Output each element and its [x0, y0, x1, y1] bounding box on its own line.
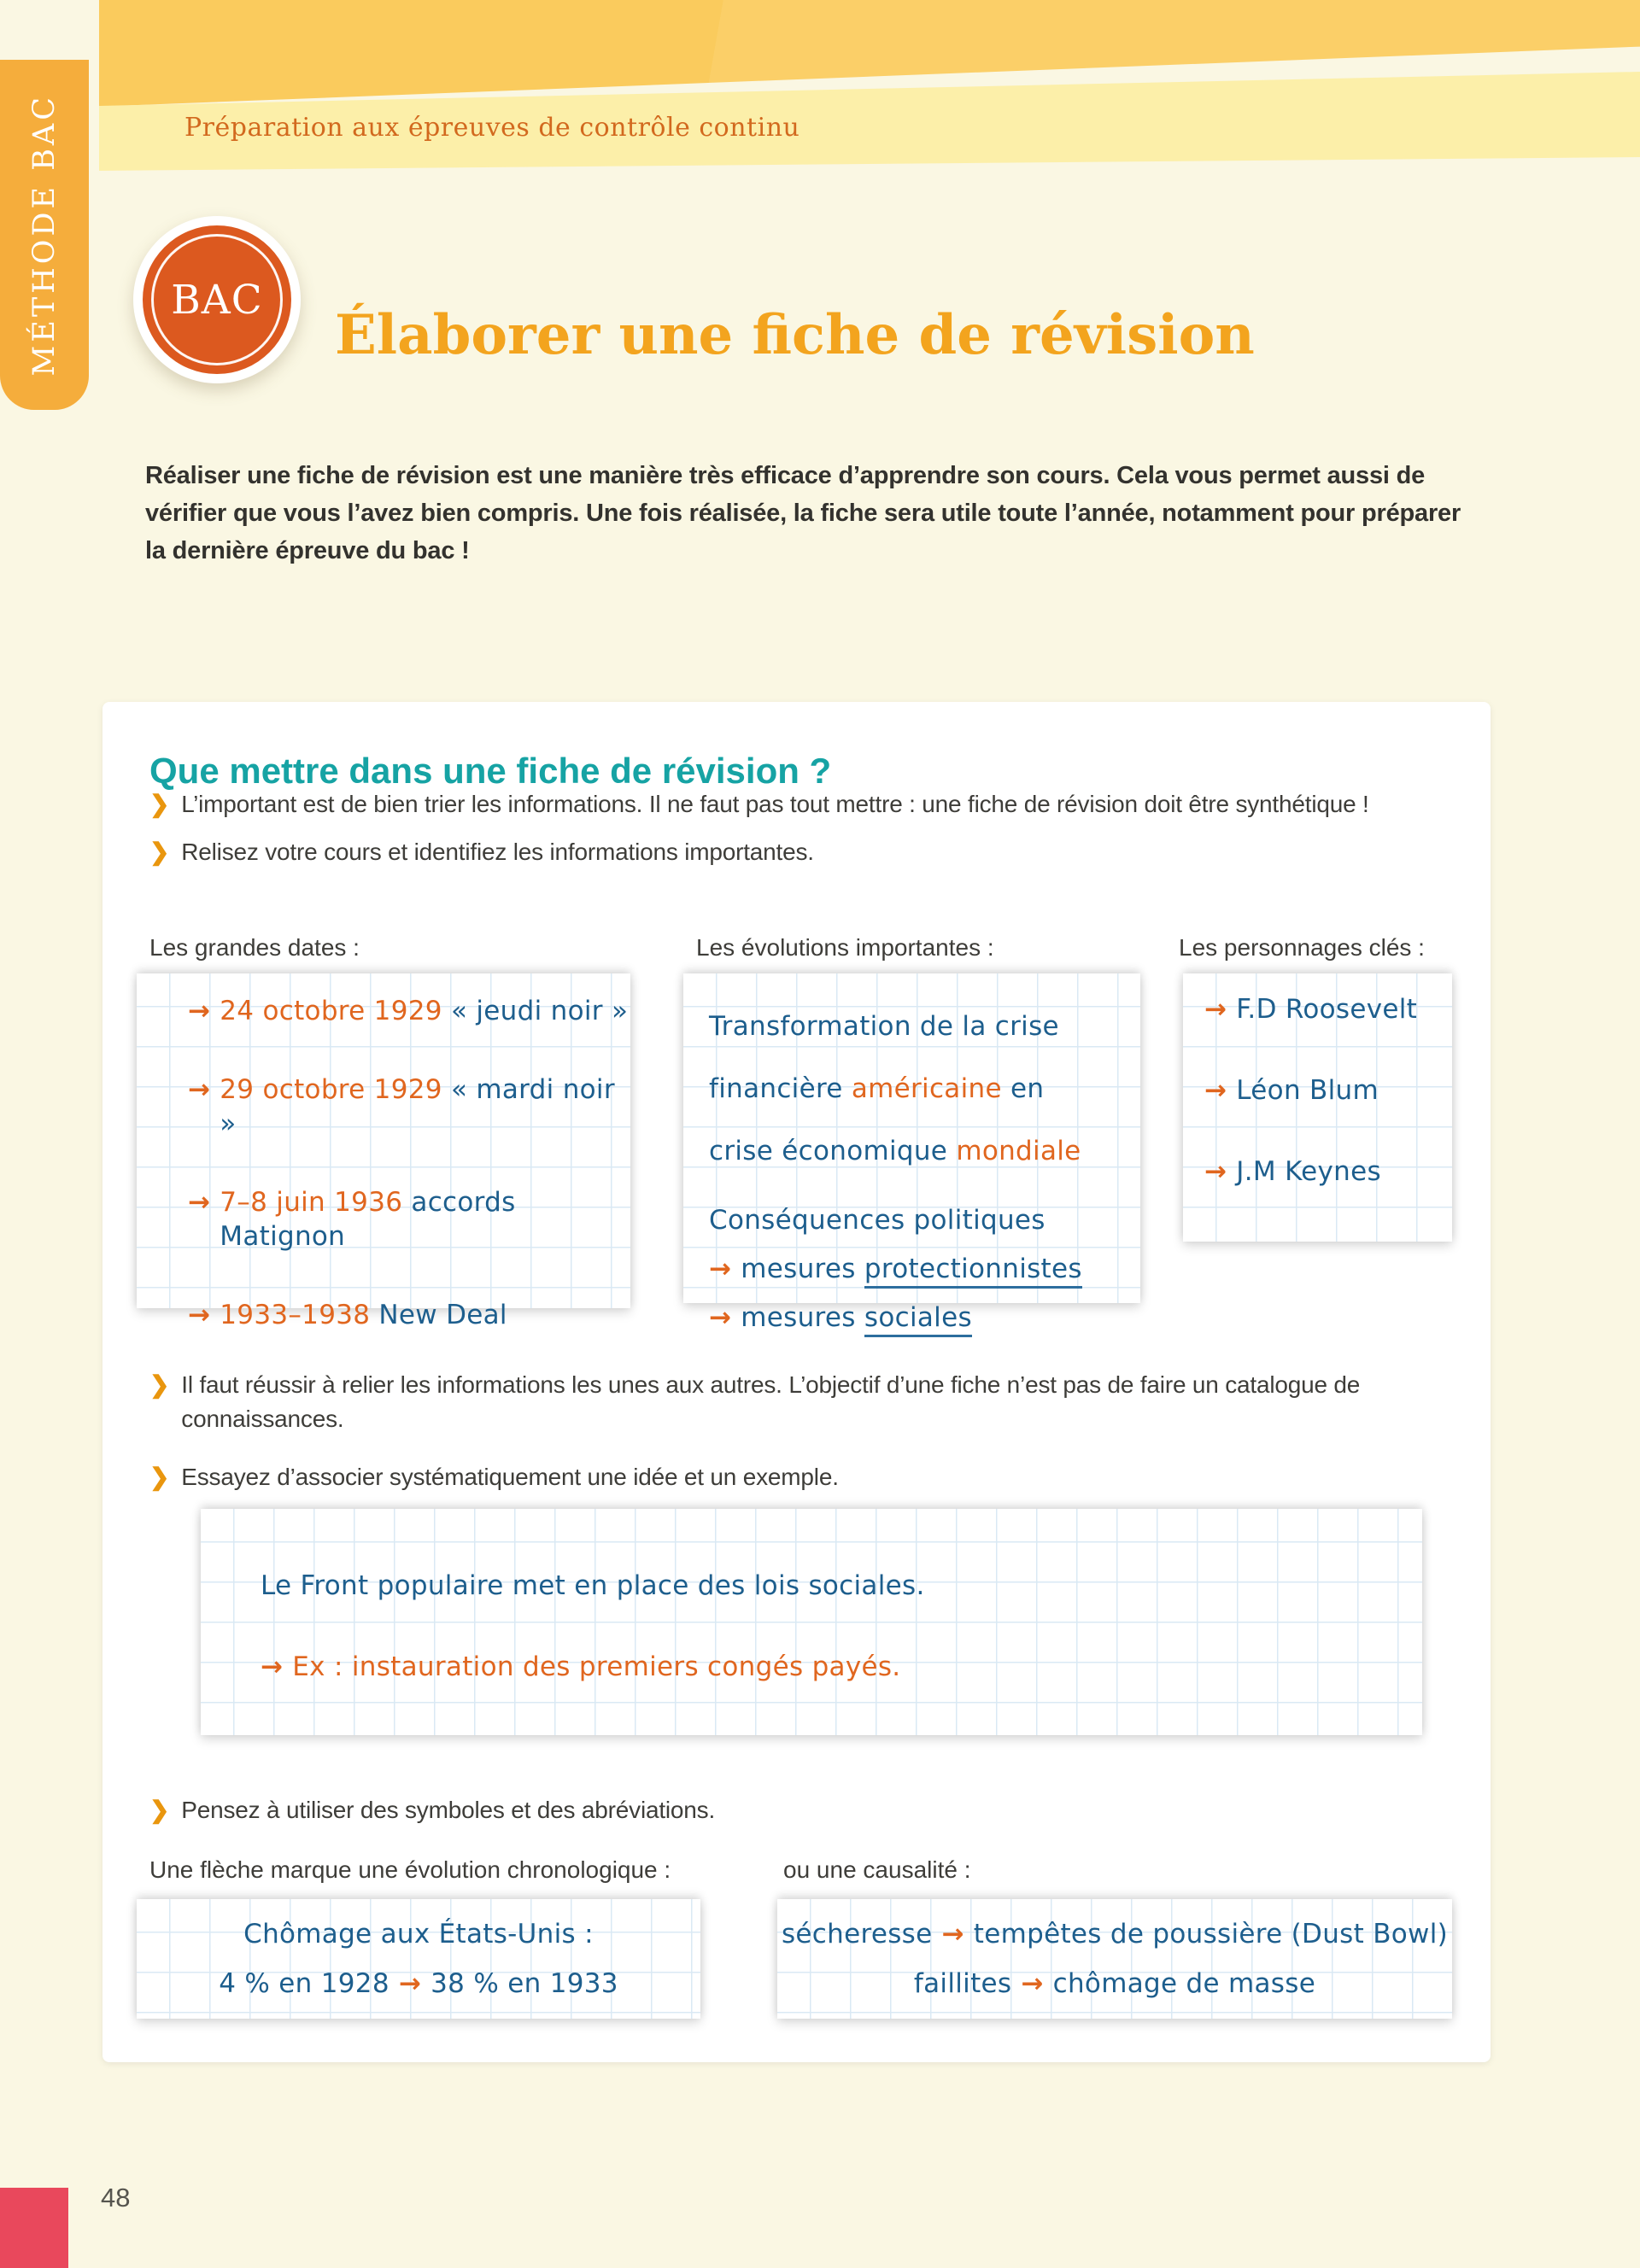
note-text: tempêtes de poussière (Dust Bowl) — [973, 1919, 1449, 1949]
note-card-causality — [777, 1899, 1452, 2019]
note-card-evolutions — [683, 973, 1140, 1333]
header-eyebrow: Préparation aux épreuves de contrôle continu — [184, 113, 800, 143]
arrow-right-icon: → — [1021, 1968, 1044, 1999]
bullet-link-info — [149, 1368, 1379, 1436]
bac-badge — [133, 216, 301, 383]
bullet-text: Il faut réussir à relier les informations les unes aux autres. L’objectif d’une fiche n’est pas de faire un catalogue de connaissances. — [181, 1371, 1361, 1432]
note-card-dates — [137, 973, 630, 1330]
arrow-right-icon: → — [188, 1187, 211, 1218]
sidebar-label: MÉTHODE BAC — [27, 93, 62, 377]
chevron-bullet-icon: ❯ — [149, 839, 170, 865]
content-card — [102, 702, 1491, 2062]
page-number: 48 — [101, 2183, 131, 2212]
note-text: financière — [709, 1073, 852, 1104]
note-event: « mardi noir » — [220, 1074, 615, 1139]
arrow-right-icon: → — [1204, 1156, 1227, 1187]
note-text: Ex : instauration des premiers congés payés. — [292, 1651, 901, 1682]
arrow-right-icon: → — [398, 1968, 422, 1999]
note-item — [261, 1650, 900, 1684]
footer-color-block — [0, 2188, 68, 2268]
note-item — [261, 1569, 925, 1603]
note-text: chômage de masse — [1052, 1968, 1316, 1999]
arrow-right-icon: → — [261, 1651, 284, 1682]
note-underlined: protectionnistes — [864, 1254, 1082, 1289]
note-text: mesures — [741, 1302, 864, 1333]
note-person: F.D Roosevelt — [1236, 994, 1418, 1025]
note-card-chronology — [137, 1899, 700, 2019]
chevron-bullet-icon: ❯ — [149, 791, 170, 817]
note-item — [188, 1073, 630, 1141]
section-heading: Que mettre dans une fiche de révision ? — [149, 750, 832, 791]
arrow-right-icon: → — [1204, 994, 1227, 1025]
note-text: Transformation de la crise — [709, 1011, 1059, 1042]
chevron-bullet-icon: ❯ — [149, 1797, 170, 1823]
note-item — [1204, 1154, 1452, 1189]
note-date: 29 octobre 1929 — [220, 1074, 451, 1105]
label-evolutions: Les évolutions importantes : — [696, 934, 994, 961]
bac-badge-circle — [143, 225, 291, 374]
bac-badge-label: BAC — [171, 276, 263, 324]
note-date: 24 octobre 1929 — [220, 996, 451, 1026]
arrow-right-icon: → — [941, 1919, 964, 1949]
note-item — [188, 1298, 630, 1332]
note-text: Le Front populaire met en place des lois sociales. — [261, 1570, 925, 1601]
bullet-text: Pensez à utiliser des symboles et des abréviations. — [181, 1797, 716, 1823]
note-event: New Deal — [378, 1300, 507, 1330]
arrow-right-icon: → — [188, 996, 211, 1026]
note-event: « jeudi noir » — [450, 996, 629, 1026]
note-person: Léon Blum — [1236, 1075, 1379, 1106]
page-title: Élaborer une fiche de révision — [335, 302, 1255, 367]
note-text: Chômage aux États-Unis : — [243, 1919, 594, 1949]
note-item — [188, 994, 630, 1028]
arrow-right-icon: → — [709, 1254, 732, 1284]
intro-paragraph: Réaliser une fiche de révision est une manière très efficace d’apprendre son cours. Cela vous permet aussi de vérifier que vous l’avez bien compris. Une fois réalisée, la fiche sera utile toute l’année, notamment pour préparer la dernière épreuve du bac ! — [145, 462, 1461, 564]
note-text: 38 % en 1933 — [430, 1968, 618, 1999]
label-causality: ou une causalité : — [783, 1856, 971, 1883]
label-people: Les personnages clés : — [1179, 934, 1425, 961]
bullet-text: Relisez votre cours et identifiez les informations importantes. — [181, 839, 814, 865]
note-highlight: mondiale — [956, 1136, 1081, 1166]
bullet-text: L’important est de bien trier les informations. Il ne faut pas tout mettre : une fiche de révision doit être synthétique ! — [181, 791, 1369, 817]
note-card-people — [1183, 973, 1452, 1242]
chevron-bullet-icon: ❯ — [149, 1371, 170, 1398]
note-text: sécheresse — [781, 1919, 933, 1949]
bullet-idea-example — [149, 1460, 1379, 1494]
bullet-text: Essayez d’associer systématiquement une idée et un exemple. — [181, 1464, 839, 1490]
note-text: faillites — [913, 1968, 1012, 1999]
arrow-right-icon: → — [188, 1300, 211, 1330]
note-date: 1933–1938 — [220, 1300, 379, 1330]
label-dates: Les grandes dates : — [149, 934, 360, 961]
note-card-example — [201, 1509, 1422, 1735]
note-text: crise économique — [709, 1136, 957, 1166]
label-chronology: Une flèche marque une évolution chronologique : — [149, 1856, 671, 1883]
bullet-sort-info — [149, 787, 1456, 821]
note-text: Conséquences politiques — [709, 1205, 1046, 1236]
arrow-right-icon: → — [188, 1074, 211, 1105]
arrow-right-icon: → — [1204, 1075, 1227, 1106]
note-item — [188, 1185, 630, 1254]
note-text: 4 % en 1928 — [219, 1968, 390, 1999]
note-underlined: sociales — [864, 1302, 972, 1337]
note-text: mesures — [741, 1254, 864, 1284]
sidebar-methode-bac — [0, 60, 89, 410]
note-person: J.M Keynes — [1236, 1156, 1381, 1187]
note-item — [1204, 992, 1452, 1026]
chevron-bullet-icon: ❯ — [149, 1464, 170, 1490]
arrow-right-icon: → — [709, 1302, 732, 1333]
bullet-symbols — [149, 1793, 1379, 1827]
note-text: en — [1001, 1073, 1045, 1104]
note-event: accords Matignon — [220, 1187, 516, 1252]
note-date: 7–8 juin 1936 — [220, 1187, 412, 1218]
note-item — [1204, 1073, 1452, 1108]
note-highlight: américaine — [851, 1073, 1002, 1104]
bullet-reread-course — [149, 835, 1456, 869]
